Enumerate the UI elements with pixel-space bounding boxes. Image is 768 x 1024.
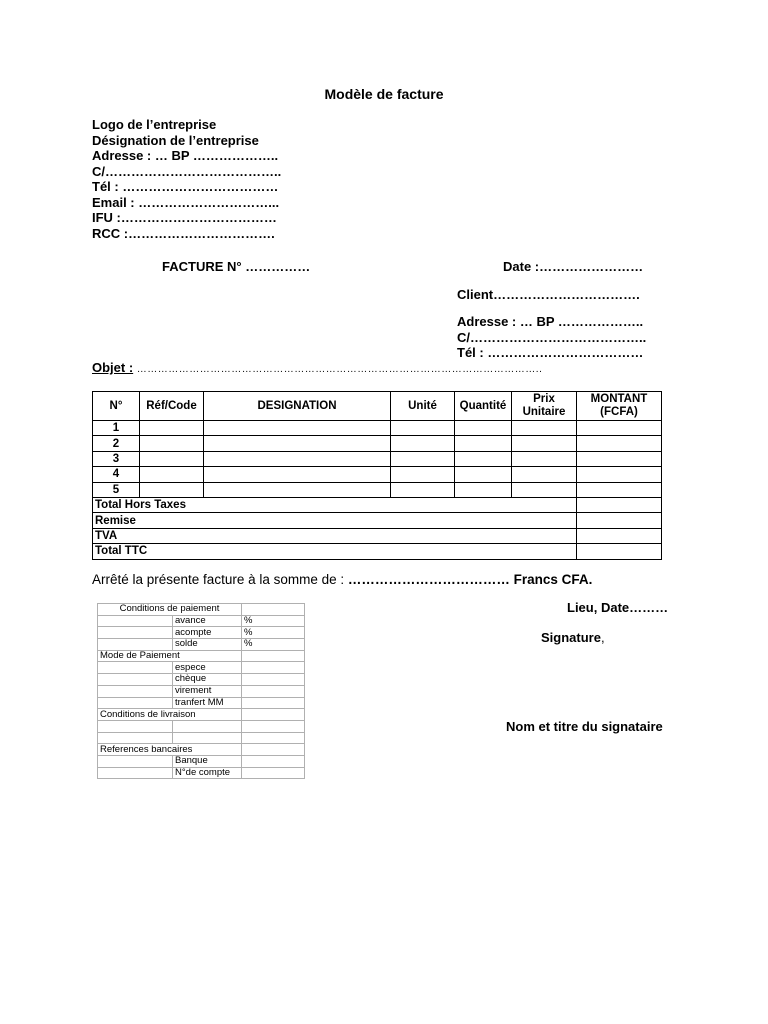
cell[interactable] xyxy=(512,421,577,436)
cell[interactable] xyxy=(204,451,391,466)
cond-row xyxy=(98,685,305,697)
items-table xyxy=(92,391,662,560)
total-ht-label: Total Hors Taxes xyxy=(93,497,577,512)
row-number: 2 xyxy=(93,436,140,451)
cell[interactable] xyxy=(204,482,391,497)
company-email: Email : …………………………... xyxy=(92,194,280,210)
header-ref: Réf/Code xyxy=(140,392,204,421)
cond-row xyxy=(98,650,305,662)
table-row xyxy=(93,451,662,466)
total-ttc-label: Total TTC xyxy=(93,544,577,559)
row-number: 5 xyxy=(93,482,140,497)
header-amount: MONTANT (FCFA) xyxy=(577,392,662,421)
banque-label: Banque xyxy=(173,755,242,767)
client-tel: Tél : ……………………………… xyxy=(457,345,644,360)
remise-label: Remise xyxy=(93,513,577,528)
avance-percent[interactable]: % xyxy=(242,615,305,627)
cell[interactable] xyxy=(577,451,662,466)
company-designation: Désignation de l’entreprise xyxy=(92,132,259,148)
cell[interactable] xyxy=(140,451,204,466)
cell xyxy=(98,767,173,779)
acompte-percent[interactable]: % xyxy=(242,627,305,639)
row-number: 3 xyxy=(93,451,140,466)
document-title: Modèle de facture xyxy=(324,86,444,102)
objet-label: Objet : xyxy=(92,360,134,375)
remise-value[interactable] xyxy=(577,513,662,528)
cond-row xyxy=(98,732,305,744)
cell xyxy=(173,732,242,744)
company-block xyxy=(92,117,281,241)
cell xyxy=(98,662,173,674)
cell[interactable] xyxy=(204,467,391,482)
client-address-block xyxy=(457,314,646,361)
cond-row xyxy=(98,720,305,732)
signature-line xyxy=(541,630,605,645)
virement-label: virement xyxy=(173,685,242,697)
cell[interactable] xyxy=(512,482,577,497)
row-number: 4 xyxy=(93,467,140,482)
cheque-label: chèque xyxy=(173,674,242,686)
invoice-number: FACTURE N° …………… xyxy=(162,259,311,274)
cell[interactable] xyxy=(140,436,204,451)
arrete-text: Arrêté la présente facture à la somme de : xyxy=(92,572,345,587)
cond-row xyxy=(98,604,305,616)
company-rcc: RCC :……………………………. xyxy=(92,225,275,241)
cell[interactable] xyxy=(242,732,305,744)
account-no-value[interactable] xyxy=(242,767,305,779)
items-header-row xyxy=(93,392,662,421)
cell[interactable] xyxy=(140,482,204,497)
cell xyxy=(98,615,173,627)
cell[interactable] xyxy=(512,467,577,482)
cell xyxy=(242,744,305,756)
cell[interactable] xyxy=(455,421,512,436)
total-ttc-value[interactable] xyxy=(577,544,662,559)
transfert-value[interactable] xyxy=(242,697,305,709)
cell xyxy=(242,709,305,721)
lieu-date: Lieu, Date……… xyxy=(567,600,669,615)
cell[interactable] xyxy=(204,436,391,451)
cell[interactable] xyxy=(242,720,305,732)
cell xyxy=(173,720,242,732)
cell xyxy=(98,697,173,709)
objet-dots: …………………………………………………………………………………………………….. xyxy=(136,364,543,375)
table-row xyxy=(93,467,662,482)
cell[interactable] xyxy=(577,421,662,436)
acompte-label: acompte xyxy=(173,627,242,639)
company-logo-label: Logo de l’entreprise xyxy=(92,117,217,132)
account-no-label: N°de compte xyxy=(173,767,242,779)
cell[interactable] xyxy=(455,482,512,497)
cond-row xyxy=(98,709,305,721)
header-designation: DESIGNATION xyxy=(204,392,391,421)
tva-label: TVA xyxy=(93,528,577,543)
cell[interactable] xyxy=(140,421,204,436)
cell[interactable] xyxy=(455,451,512,466)
cond-row xyxy=(98,744,305,756)
header-no: N° xyxy=(93,392,140,421)
cell[interactable] xyxy=(391,436,455,451)
arrete-dots: ……………………………… xyxy=(347,572,510,587)
cheque-value[interactable] xyxy=(242,674,305,686)
header-unit-price: Prix Unitaire xyxy=(512,392,577,421)
transfert-label: tranfert MM xyxy=(173,697,242,709)
virement-value[interactable] xyxy=(242,685,305,697)
signature-comma: , xyxy=(600,630,605,645)
client-name: Client……………………………. xyxy=(457,287,640,302)
arrete-line xyxy=(92,572,592,587)
cell[interactable] xyxy=(391,467,455,482)
banque-value[interactable] xyxy=(242,755,305,767)
delivery-conditions-label: Conditions de livraison xyxy=(98,709,242,721)
company-tel: Tél : ……………………………… xyxy=(92,179,279,194)
total-row xyxy=(93,497,662,512)
cell xyxy=(242,604,305,616)
cell xyxy=(98,732,173,744)
avance-label: avance xyxy=(173,615,242,627)
company-address: Adresse : … BP ……………….. xyxy=(92,148,279,163)
company-ifu: IFU :……………………………… xyxy=(92,210,277,225)
bank-refs-label: References bancaires xyxy=(98,744,242,756)
cond-row xyxy=(98,662,305,674)
cond-row xyxy=(98,755,305,767)
invoice-date: Date :…………………… xyxy=(503,259,644,274)
company-c: C/………………………………….. xyxy=(92,163,282,179)
payment-conditions-label: Conditions de paiement xyxy=(98,604,242,616)
cell xyxy=(98,720,173,732)
cell[interactable] xyxy=(512,436,577,451)
total-ht-value[interactable] xyxy=(577,497,662,512)
solde-percent[interactable]: % xyxy=(242,639,305,651)
cond-row xyxy=(98,674,305,686)
conditions-table xyxy=(97,603,305,779)
espece-label: espece xyxy=(173,662,242,674)
cell[interactable] xyxy=(577,436,662,451)
cell[interactable] xyxy=(455,467,512,482)
cell[interactable] xyxy=(391,421,455,436)
cell[interactable] xyxy=(391,482,455,497)
arrete-currency: Francs CFA. xyxy=(513,572,593,587)
total-row xyxy=(93,513,662,528)
payment-mode-label: Mode de Paiement xyxy=(98,650,242,662)
table-row xyxy=(93,421,662,436)
cell xyxy=(98,685,173,697)
client-c: C/………………………………….. xyxy=(457,329,647,345)
cell xyxy=(98,755,173,767)
row-number: 1 xyxy=(93,421,140,436)
client-address: Adresse : … BP ……………….. xyxy=(457,314,644,329)
cond-row xyxy=(98,615,305,627)
cond-row xyxy=(98,767,305,779)
cell[interactable] xyxy=(512,451,577,466)
cell[interactable] xyxy=(140,467,204,482)
cell xyxy=(98,639,173,651)
cell xyxy=(98,674,173,686)
header-unit: Unité xyxy=(391,392,455,421)
total-row xyxy=(93,528,662,543)
table-row xyxy=(93,436,662,451)
espece-value[interactable] xyxy=(242,662,305,674)
signature-label: Signature xyxy=(541,630,601,645)
table-row xyxy=(93,482,662,497)
total-row xyxy=(93,544,662,559)
solde-label: solde xyxy=(173,639,242,651)
cell xyxy=(242,650,305,662)
signatory-name-title: Nom et titre du signataire xyxy=(506,719,663,734)
cell[interactable] xyxy=(204,421,391,436)
header-quantity: Quantité xyxy=(455,392,512,421)
cell[interactable] xyxy=(391,451,455,466)
objet-line xyxy=(92,360,542,375)
cond-row xyxy=(98,627,305,639)
cell xyxy=(98,627,173,639)
tva-value[interactable] xyxy=(577,528,662,543)
cell[interactable] xyxy=(455,436,512,451)
cond-row xyxy=(98,697,305,709)
cell[interactable] xyxy=(577,482,662,497)
cell[interactable] xyxy=(577,467,662,482)
cond-row xyxy=(98,639,305,651)
